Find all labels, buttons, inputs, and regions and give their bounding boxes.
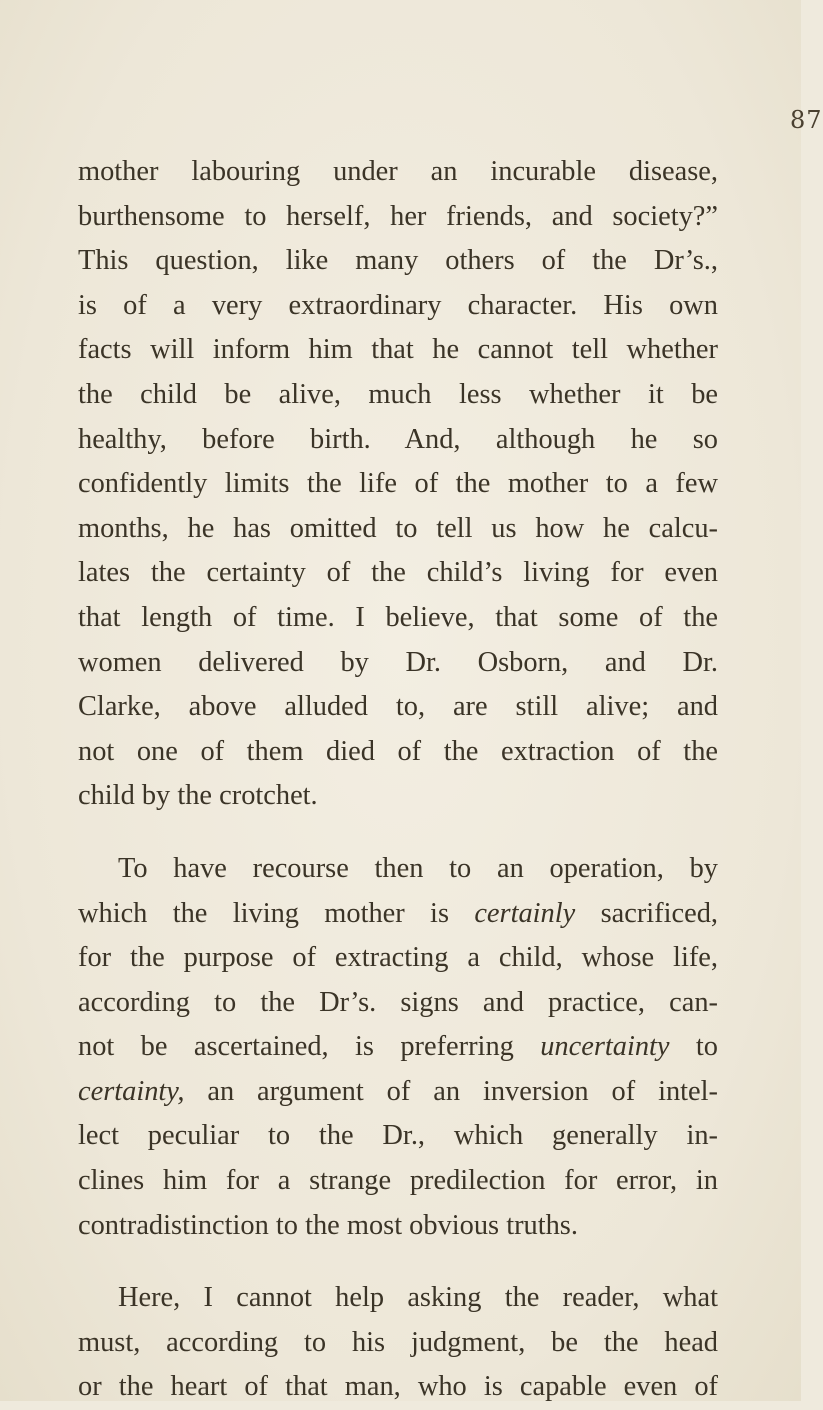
- paragraph-3: [78, 1276, 718, 1410]
- text-line: not be ascertained, is preferring uncertainty to: [78, 1031, 719, 1063]
- text-line: contradistinction to the most obvious truths.: [78, 1209, 578, 1241]
- page-number: 87: [790, 106, 823, 134]
- paragraph-1: [78, 150, 718, 819]
- text-line: burthensome to herself, her friends, and society?”: [78, 200, 718, 232]
- text-line: for the purpose of extracting a child, whose life,: [78, 942, 718, 974]
- body-text: [78, 150, 718, 1410]
- text-line: Here, I cannot help asking the reader, what: [118, 1282, 718, 1314]
- text-line: the child be alive, much less whether it be: [78, 378, 718, 410]
- text-line: This question, like many others of the Dr’s.,: [78, 245, 718, 277]
- text-line: is of a very extraordinary character. His own: [78, 289, 718, 321]
- text-line: certainty, an argument of an inversion of intel-: [78, 1075, 718, 1107]
- text-line: To have recourse then to an operation, by: [118, 852, 718, 884]
- text-line: not one of them died of the extraction of the: [78, 735, 718, 767]
- text-line: or the heart of that man, who is capable even of: [78, 1371, 718, 1403]
- text-line: facts will inform him that he cannot tell whether: [78, 334, 718, 366]
- text-line: lates the certainty of the child’s living for even: [78, 557, 718, 589]
- text-line: healthy, before birth. And, although he so: [78, 423, 718, 455]
- text-line: confidently limits the life of the mother to a few: [78, 468, 718, 500]
- text-line: Clarke, above alluded to, are still alive; and: [78, 691, 718, 723]
- text-line: clines him for a strange predilection for error, in: [78, 1165, 718, 1197]
- text-line: which the living mother is certainly sacrificed,: [78, 897, 718, 929]
- text-line: months, he has omitted to tell us how he calcu-: [78, 512, 718, 544]
- text-line: child by the crotchet.: [78, 780, 318, 812]
- text-line: must, according to his judgment, be the head: [78, 1326, 718, 1358]
- text-line: lect peculiar to the Dr., which generally in-: [78, 1120, 718, 1152]
- paragraph-2: [78, 847, 718, 1248]
- text-line: mother labouring under an incurable disease,: [78, 156, 718, 187]
- text-line: that length of time. I believe, that some of the: [78, 601, 718, 633]
- text-line: according to the Dr’s. signs and practice, can-: [78, 986, 718, 1018]
- text-line: women delivered by Dr. Osborn, and Dr.: [78, 646, 718, 678]
